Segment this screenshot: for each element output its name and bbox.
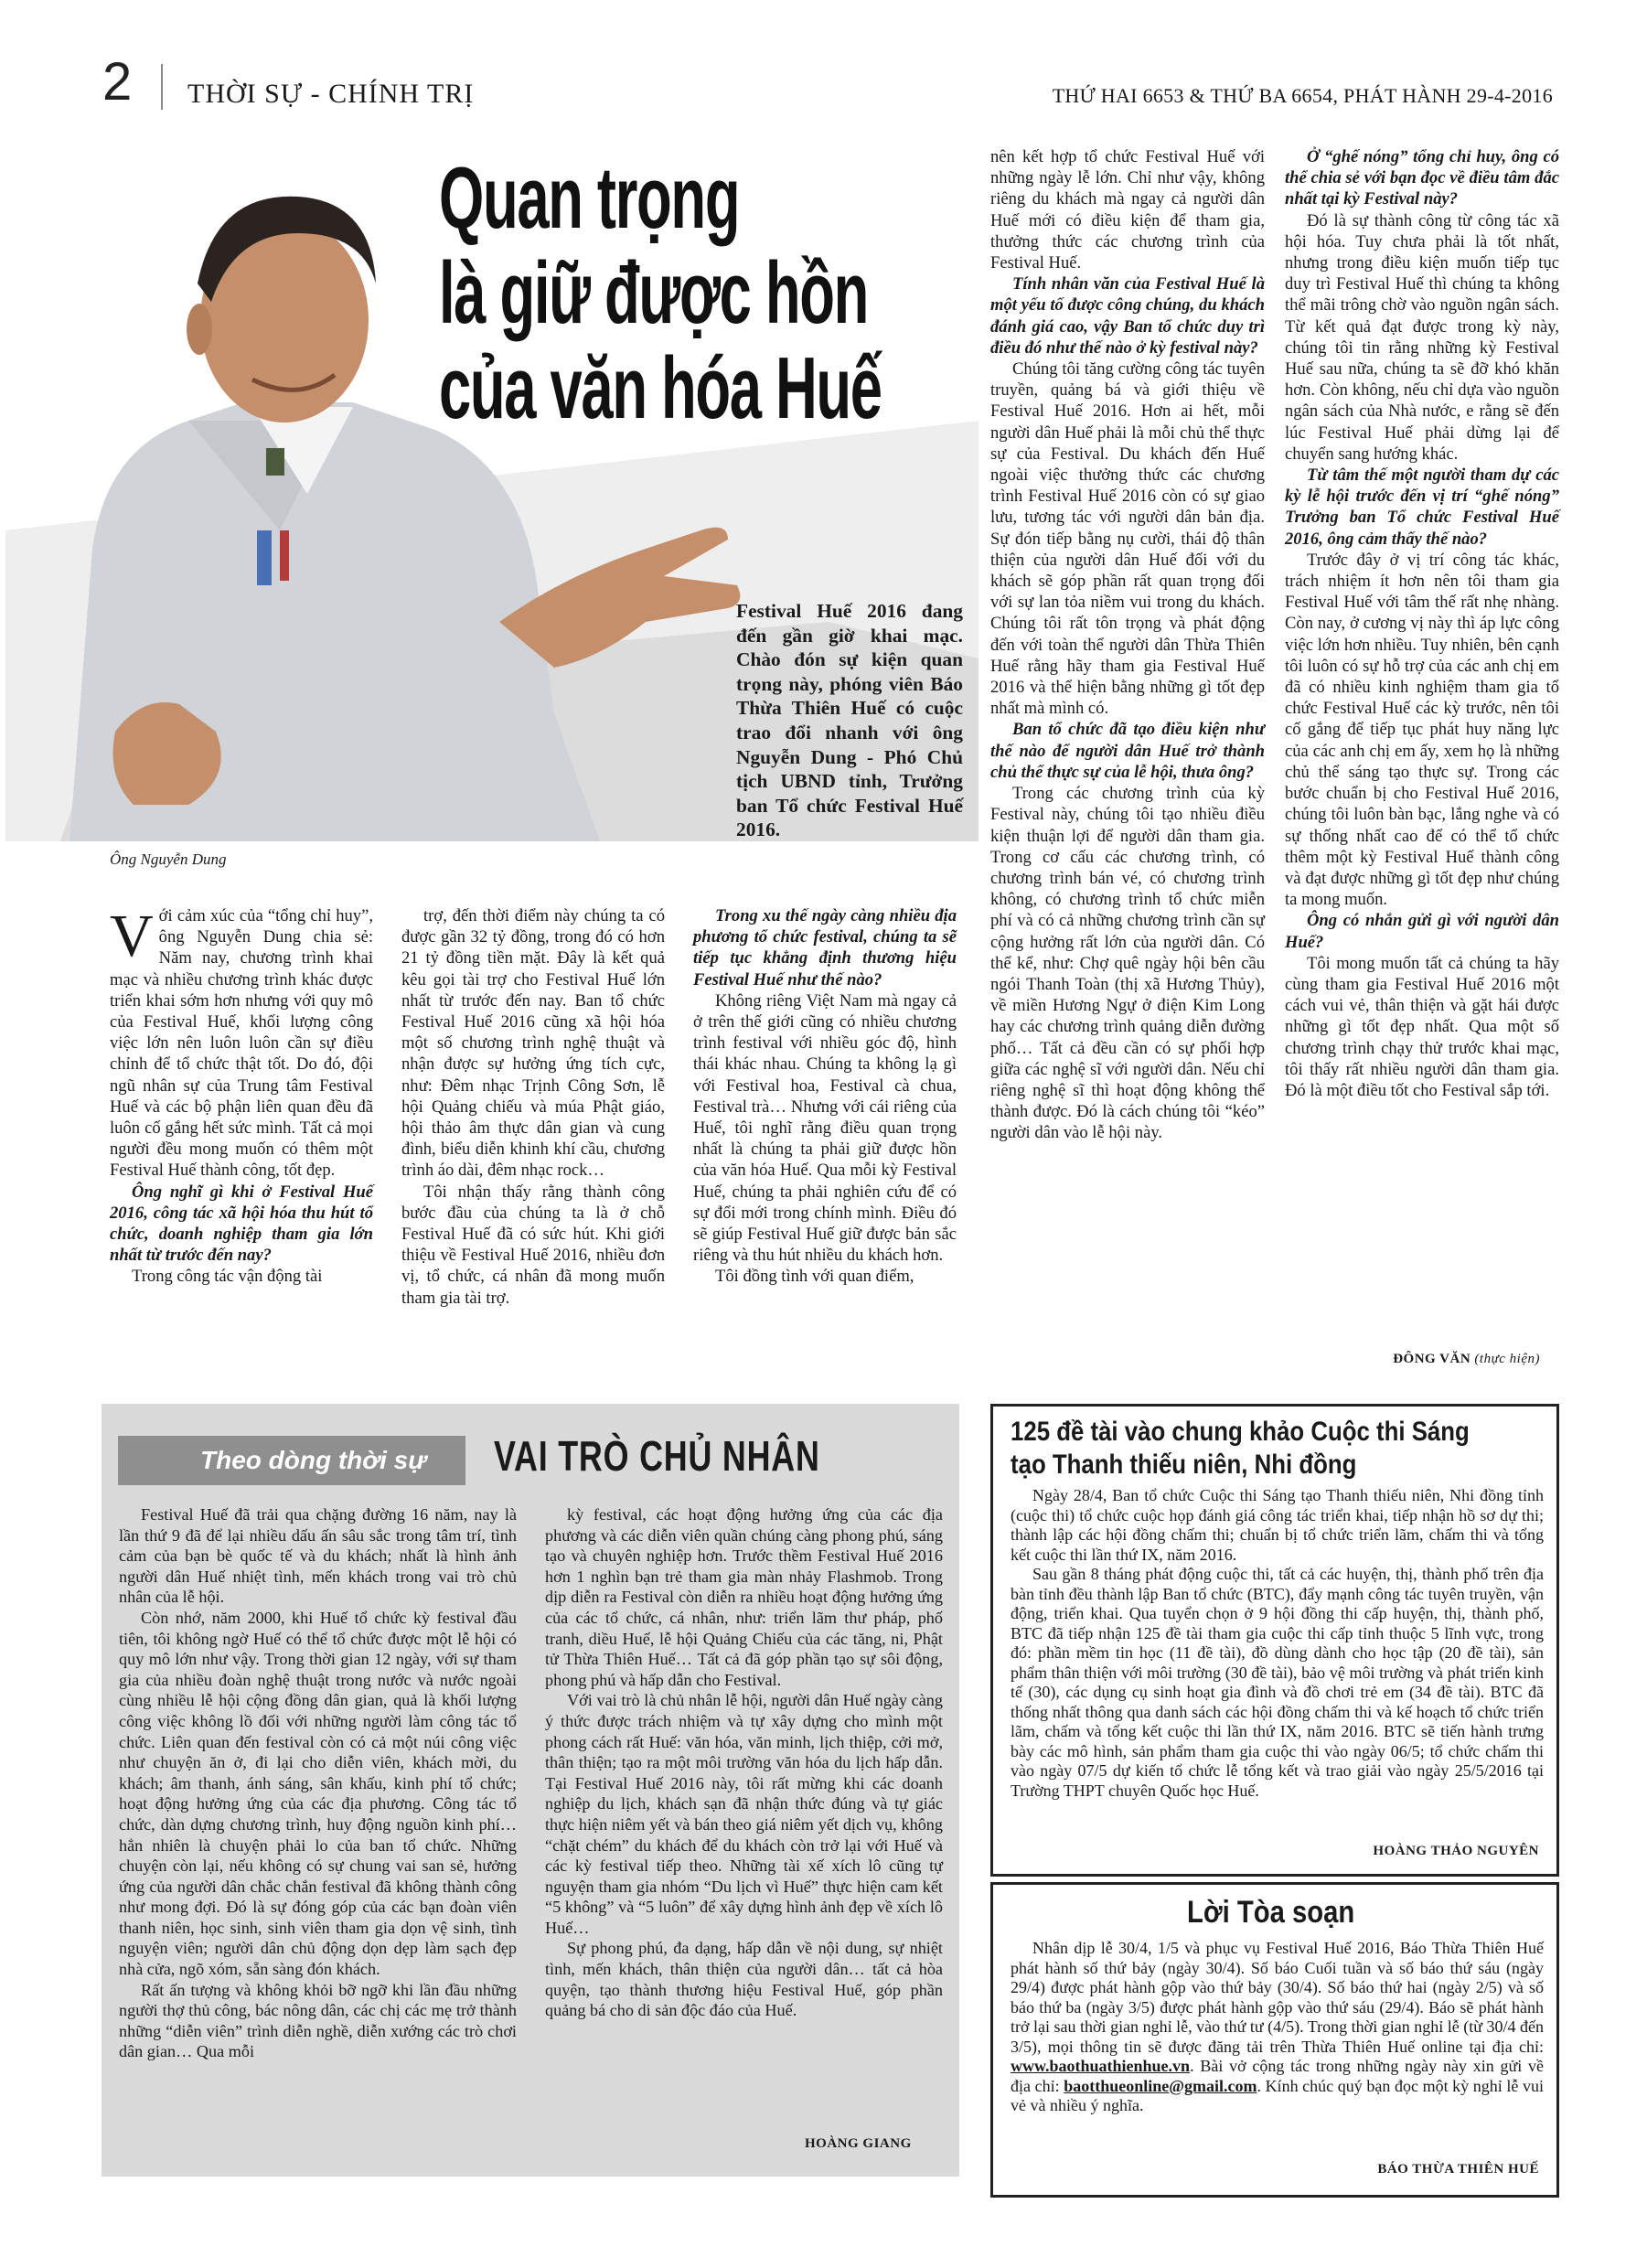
article-column-5 [1285, 146, 1559, 1101]
headline-line-2: là giữ được hồn [439, 244, 869, 342]
article-paragraph: Không riêng Việt Nam mà ngay cả ở trên thế giới cũng có nhiều chương trình festival với nhiều góc độ, hình thái khác nhau. Chúng ta không lạ gì với Festival hoa, Festival cà chua, Festival trà… Nhưng với cái riêng của Huế, tôi nghĩ rằng điều quan trọng nhất là chúng ta phải giữ được hồn của văn hóa Huế. Qua mỗi kỳ Festival Huế, chúng ta phải nghiên cứu để có sự đổi mới trong chính mình. Điều đó sẽ giúp Festival Huế giữ được bản sắc riêng và thu hút nhiều du khách hơn. [693, 990, 957, 1266]
box-paragraph: Festival Huế đã trải qua chặng đường 16 năm, nay là lần thứ 9 đã để lại nhiều dấu ấn sâu sắc trong tâm trí, tình cảm của bạn bè quốc tế và du khách; nhất là hình ảnh người dân Huế nhiệt tình, mến khách trong vai trò chủ nhân của lễ hội. [119, 1505, 517, 1607]
article-paragraph: Chúng tôi tăng cường công tác tuyên truyền, quảng bá và giới thiệu về Festival Huế 2016. Hơn ai hết, mỗi người dân Huế phải là mỗi chủ thể thực sự của Festival. Du khách đến Huế ngoài việc thưởng thức các chương trình Festival Huế 2016 còn có sự giao lưu, tương tác với người dân bản địa. Sự đón tiếp bằng nụ cười, thái độ thân thiện của người dân Huế đối với du khách sẽ góp phần rất quan trọng đối với sự lan tỏa niềm vui trong du khách. Chúng tôi rất tôn trọng và phát động đến với toàn thể người dân Thừa Thiên Huế rằng hãy tham gia Festival Huế 2016 và thể hiện bằng những gì tốt đẹp nhất mà mình có. [990, 359, 1265, 719]
news-signature: HOÀNG THẢO NGUYÊN [1373, 1844, 1539, 1858]
drop-cap: V [110, 903, 154, 969]
article-column-2 [401, 905, 665, 1309]
headline-line-3: của văn hóa Huế [439, 339, 882, 437]
article-paragraph: nên kết hợp tổ chức Festival Huế với những ngày lễ lớn. Chỉ như vậy, không riêng du khách mà ngay cả người dân Huế mới có điều kiện để tham gia, thưởng thức các chương trình của Festival Huế. [990, 147, 1265, 273]
commentary-label: Theo dòng thời sự [118, 1436, 465, 1485]
website-link[interactable]: www.baothuathienhue.vn [1011, 2057, 1191, 2075]
box-paragraph: kỳ festival, các hoạt động hưởng ứng của các địa phương và các diễn viên quần chúng càng phong phú, sáng tạo và chuyên nghiệp hơn. Trước thềm Festival Huế 2016 hơn 1 nghìn bạn trẻ tham gia màn nhảy Flashmob. Trong dịp diễn ra Festival còn diễn ra nhiều hoạt động hưởng ứng của các tổ chức, cá nhân, như: triển lãm thư pháp, phố tranh, diều Huế, lễ hội Quảng Chiếu của các tăng, ni, Phật tử Thừa Thiên Huế… Tất cả đã góp phần tạo sự sôi động, phong phú và hấp dẫn cho Festival. [545, 1505, 943, 1689]
article-paragraph: Trong các chương trình của kỳ Festival này, chúng tôi tạo nhiều điều kiện thuận lợi để người dân tham gia. Trong cơ cấu các chương trình, có chương trình bán vé, có chương trình không, có chương trình tổ chức miễn phí và có cả những chương trình cần sự cộng hưởng rất lớn của người dân. Có thể kể, như: Chợ quê ngày hội bên cầu ngói Thanh Toàn (thị xã Hương Thủy), về miền Hương Ngự ở điện Kim Long hay các chương trình quảng diễn đường phố… Tất cả đều cần có sự phối hợp giữa các nghệ sĩ với người dân. Nếu chỉ riêng nghệ sĩ thì hoạt động không thể thành được. Đó là cách chúng tôi “kéo” người dân vào lễ hội này. [990, 784, 1265, 1143]
editorial-text-3: . Kính chúc quý bạn đọc một kỳ nghỉ lễ vui vẻ và nhiều ý nghĩa. [1011, 2076, 1544, 2114]
box-paragraph: Ngày 28/4, Ban tổ chức Cuộc thi Sáng tạo Thanh thiếu niên, Nhi đồng tỉnh (cuộc thi) tổ chức cuộc họp đánh giá công tác triển khai, tiếp nhận hồ sơ dự thi; thành lập các hội đồng chấm thi; chuẩn bị tổ chức triển lãm, chấm thi và tổng kết cuộc thi lần thứ IX, năm 2016. [1011, 1486, 1544, 1564]
editorial-text-1: Nhân dịp lễ 30/4, 1/5 và phục vụ Festival Huế 2016, Báo Thừa Thiên Huế phát hành số thứ bảy (ngày 30/4). Số báo Cuối tuần và số báo thứ sáu (ngày 29/4) được phát hành gộp vào thứ bảy (30/4). Số báo thứ hai (ngày 2/5) và số báo thứ ba (ngày 3/5) được phát hành gộp vào thứ sáu (29/4). Báo sẽ phát hành trở lại sau thời gian nghỉ lễ, vào thứ tư (4/5). Trong thời gian nghỉ lễ (từ 30/4 đến 3/5), mọi thông tin sẽ được đăng tải trên Thừa Thiên Huế online tại địa chỉ: [1011, 1939, 1544, 2056]
box-paragraph: Sự phong phú, đa dạng, hấp dẫn về nội dung, sự nhiệt tình, mến khách, thân thiện của người dân… tất cả hòa quyện, tạo thành thương hiệu Festival Huế, góp phần quảng bá cho di sản độc đáo của Huế. [545, 1939, 943, 2020]
interview-question: Trong xu thế ngày càng nhiều địa phương tổ chức festival, chúng ta sẽ tiếp tục khẳng định thương hiệu Festival Huế như thế nào? [693, 906, 957, 990]
lead-paragraph: Festival Huế 2016 đang đến gần giờ khai mạc. Chào đón sự kiện quan trọng này, phóng viên Báo Thừa Thiên Huế có cuộc trao đổi nhanh với ông Nguyễn Dung - Phó Chủ tịch UBND tỉnh, Trưởng ban Tổ chức Festival Huế 2016. [736, 600, 963, 841]
section-title: THỜI SỰ - CHÍNH TRỊ [187, 79, 475, 109]
article-paragraph: Tôi mong muốn tất cả chúng ta hãy cùng tham gia Festival Huế 2016 một cách vui vẻ, thân thiện và gặt hái được những gì tốt đẹp nhất. Qua một số chương trình chạy thử trước khai mạc, tôi thấy rất nhiều người dân tham gia. Đó là một điều tốt cho Festival sắp tới. [1285, 953, 1559, 1100]
article-column-3 [693, 905, 957, 1288]
editorial-body [1011, 1939, 1544, 2116]
editorial-signature: BÁO THỪA THIÊN HUẾ [1377, 2162, 1539, 2177]
article-column-4 [990, 146, 1265, 1144]
header-divider [161, 64, 163, 110]
issue-info: THỨ HAI 6653 & THỨ BA 6654, PHÁT HÀNH 29-4-2016 [1052, 84, 1553, 107]
interview-question: Từ tâm thế một người tham dự các kỳ lễ hội trước đến vị trí “ghế nóng” Trưởng ban Tổ chức Festival Huế 2016, ông cảm thấy thế nào? [1285, 465, 1559, 549]
interview-question: Ông có nhắn gửi gì với người dân Huế? [1285, 911, 1559, 952]
news-title: 125 đề tài vào chung khảo Cuộc thi Sáng tạo Thanh thiếu niên, Nhi đồng [1011, 1417, 1470, 1480]
photo-caption: Ông Nguyễn Dung [110, 850, 227, 868]
page-number: 2 [102, 52, 133, 112]
box-paragraph: Với vai trò là chủ nhân lễ hội, người dân Huế ngày càng ý thức được trách nhiệm và tự xây dựng cho mình một phong cách rất Huế: văn hóa, văn minh, lịch thiệp, cởi mở, thân thiện; tạo ra một môi trường văn hóa du lịch hấp dẫn. Tại Festival Huế 2016 này, tôi rất mừng khi các doanh nghiệp du lịch, khách sạn đã nhận thức đúng và tự giác thực hiện niêm yết và bán theo giá niêm yết dịch vụ, không “chặt chém” du khách để du khách còn trở lại với Huế và các kỳ festival tiếp theo. Những tài xế xích lô cũng tự nguyện tham gia nhóm “Du lịch vì Huế” thực hiện cam kết “5 không” và “5 luôn” để xây dựng hình ảnh đẹp về xích lô Huế… [545, 1691, 943, 1937]
article-paragraph: Tôi đồng tình với quan điểm, [715, 1267, 914, 1287]
commentary-title: VAI TRÒ CHỦ NHÂN [494, 1432, 820, 1480]
interview-question: Ông nghĩ gì khi ở Festival Huế 2016, công tác xã hội hóa thu hút tổ chức, doanh nghiệp tham gia lớn nhất từ trước đến nay? [110, 1182, 373, 1266]
box-paragraph: Còn nhớ, năm 2000, khi Huế tổ chức kỳ festival đầu tiên, tôi không ngờ Huế có thể tổ chức được một lễ hội có quy mô lớn như vậy. Trong thời gian 12 ngày, với sự tham gia của nhiều đoàn nghệ thuật trong nước và nước ngoài cùng nhiều lễ hội cộng đồng dân gian, quả là khối lượng công việc không lồ đối với những người làm công tác tổ chức. Liên quan đến festival còn có cả một núi công việc như chuyện ăn ở, đi lại cho diễn viên, khách mời, du khách; âm thanh, ánh sáng, sân khấu, kinh phí tổ chức; hoạt động hưởng ứng của các địa phương. Công tác tổ chức, dàn dựng chương trình, huy động nguồn kinh phí… hẳn nhiên là chuyện phải lo của ban tổ chức. Những chuyện còn lại, nếu không có sự chung vai san sẻ, hưởng ứng của người dân chắc chắn festival đã không thành công như mong đợi. Đó là sự đóng góp của các bạn đoàn viên thanh niên, học sinh, sinh viên tham gia dọn vệ sinh, tình nguyện viên; người dân chủ động dọn dẹp làm sạch đẹp nhà cửa, ngõ xóm, sẵn sàng đón khách. [119, 1608, 517, 1979]
interview-question: Tính nhân văn của Festival Huế là một yếu tố được công chúng, du khách đánh giá cao, vậy Ban tổ chức duy trì điều đó như thế nào ở kỳ festival này? [990, 274, 1265, 358]
article-paragraph: Trước đây ở vị trí công tác khác, trách nhiệm ít hơn nên tôi tham gia Festival Huế với tâm thế rất nhẹ nhàng. Còn nay, ở cương vị này thì áp lực công việc lớn hơn nhiều. Tuy nhiên, bên cạnh tôi luôn có sự hỗ trợ của các anh chị em đã có nhiều kinh nghiệm tham gia tổ chức Festival Huế các kỳ trước, nên tôi cố gắng để tiếp tục phát huy năng lực của các anh chị em ấy, xem họ là những chủ thể sáng tạo thực sự. Trong các bước chuẩn bị cho Festival Huế 2016, chúng tôi luôn bàn bạc, lắng nghe và có sự thống nhất cao để có thể tổ chức thêm một kỳ Festival Huế thành công và đạt được những gì tốt đẹp như chúng ta mong muốn. [1285, 550, 1559, 910]
box-paragraph: Rất ấn tượng và không khỏi bỡ ngỡ khi lần đầu những người thợ thủ công, bác nông dân, các chị các mẹ trở thành những “diễn viên” trình diễn nghề, diễn xướng các trò chơi dân gian… Qua mỗi [119, 1980, 517, 2061]
article-paragraph: Tôi nhận thấy rằng thành công bước đầu của chúng ta là ở chỗ Festival Huế đã có sức hút. Khi giới thiệu về Festival Huế 2016, nhiều đơn vị, tổ chức, cá nhân đã mong muốn tham gia tài trợ. [401, 1182, 665, 1308]
editorial-title: Lời Tòa soạn [1187, 1895, 1355, 1930]
news-body [1011, 1486, 1544, 1801]
box-paragraph: Sau gần 8 tháng phát động cuộc thi, tất cả các huyện, thị, thành phố trên địa bàn tỉnh đều thành lập Ban tổ chức (BTC), đẩy mạnh công tác tuyên truyền, vận động, triển khai. Qua tuyển chọn ở 9 hội đồng thi cấp huyện, thị, thành phố, BTC đã tiếp nhận 125 đề tài tham gia cuộc thi cấp tỉnh thuộc 5 lĩnh vực, trong đó: phần mềm tin học (11 đề tài), đồ dùng dành cho học tập (20 đề tài), sản phẩm thân thiện với môi trường (30 đề tài), bảo vệ môi trường và phát triển kinh tế (30), các dụng cụ sinh hoạt gia đình và đồ chơi trẻ em (34 đề tài). BTC đã thống nhất thông qua danh sách các hội đồng chấm thi và kế hoạch tổ chức triển lãm, chấm và tổng kết cuộc thi lần thứ IX, năm 2016. BTC sẽ tiến hành trưng bày các mô hình, sản phẩm tham gia cuộc thi vào ngày 06/5; tổ chức chấm thi vào ngày 07/5 dự kiến tổ chức lễ tổng kết và trao giải vào ngày 25/5/2016 tại Trường THPT chuyên Quốc học Huế. [1011, 1565, 1544, 1800]
commentary-signature: HOÀNG GIANG [805, 2136, 912, 2151]
article-paragraph: ới cảm xúc của “tổng chỉ huy”, ông Nguyễn Dung chia sẻ: Năm nay, chương trình khai mạc và nhiều chương trình khác được triển khai sớm hơn nhưng với quy mô của Festival Huế, khối lượng công việc lớn nên luôn luôn cần sự điều chỉnh để tổ chức thật tốt. Do đó, đội ngũ nhân sự của Trung tâm Festival Huế và các bộ phận liên quan đều đã luôn cố gắng hết sức mình. Tất cả mọi người đều mong muốn có thêm một Festival Huế thành công, tốt đẹp. [110, 906, 373, 1181]
article-signature: ĐÔNG VĂN (thực hiện) [1393, 1352, 1540, 1366]
interview-question: Ở “ghế nóng” tổng chỉ huy, ông có thể chia sẻ với bạn đọc về điều tâm đắc nhất tại kỳ Festival này? [1285, 147, 1559, 209]
article-paragraph: trợ, đến thời điểm này chúng ta có được gần 32 tỷ đồng, trong đó có hơn 21 tỷ đồng tiền mặt. Đây là kết quả kêu gọi tài trợ cho Festival Huế lớn nhất từ trước đến nay. Ban tổ chức Festival Huế 2016 cũng xã hội hóa một số chương trình nghệ thuật và nhận được sự hưởng ứng tích cực, như: Đêm nhạc Trịnh Công Sơn, lễ hội Quảng chiếu và múa Phật giáo, hội thảo âm thực dân gian và cung đình, biểu diễn khinh khí cầu, chương trình áo dài, đêm nhạc rock… [401, 906, 665, 1181]
interview-question: Ban tổ chức đã tạo điều kiện như thế nào để người dân Huế trở thành chủ thể thực sự của lễ hội, thưa ông? [990, 720, 1265, 782]
email-link[interactable]: baotthueonline@gmail.com [1064, 2076, 1257, 2095]
article-column-1 [110, 905, 373, 1288]
headline-line-1: Quan trọng [439, 149, 740, 247]
commentary-column-2 [545, 1504, 943, 2021]
article-paragraph: Trong công tác vận động tài [132, 1267, 323, 1287]
commentary-column-1 [119, 1504, 517, 2062]
article-paragraph: Đó là sự thành công từ công tác xã hội hóa. Tuy chưa phải là tốt nhất, nhưng trong điều kiện muốn tiếp tục duy trì Festival Huế thì chúng ta không thể mãi trông chờ vào nguồn ngân sách. Từ kết quả đạt được trong kỳ này, chúng tôi tin rằng những kỳ Festival Huế sau nữa, chúng ta sẽ đỡ khó khăn hơn. Còn không, nếu chỉ dựa vào nguồn ngân sách của Nhà nước, e rằng sẽ đến lúc Festival Huế phải dừng lại để chuyển sang hướng khác. [1285, 210, 1559, 464]
editorial-text-2: . Bài vở cộng tác trong những ngày này xin gửi về địa chỉ: [1011, 2057, 1544, 2095]
headline [439, 149, 882, 437]
